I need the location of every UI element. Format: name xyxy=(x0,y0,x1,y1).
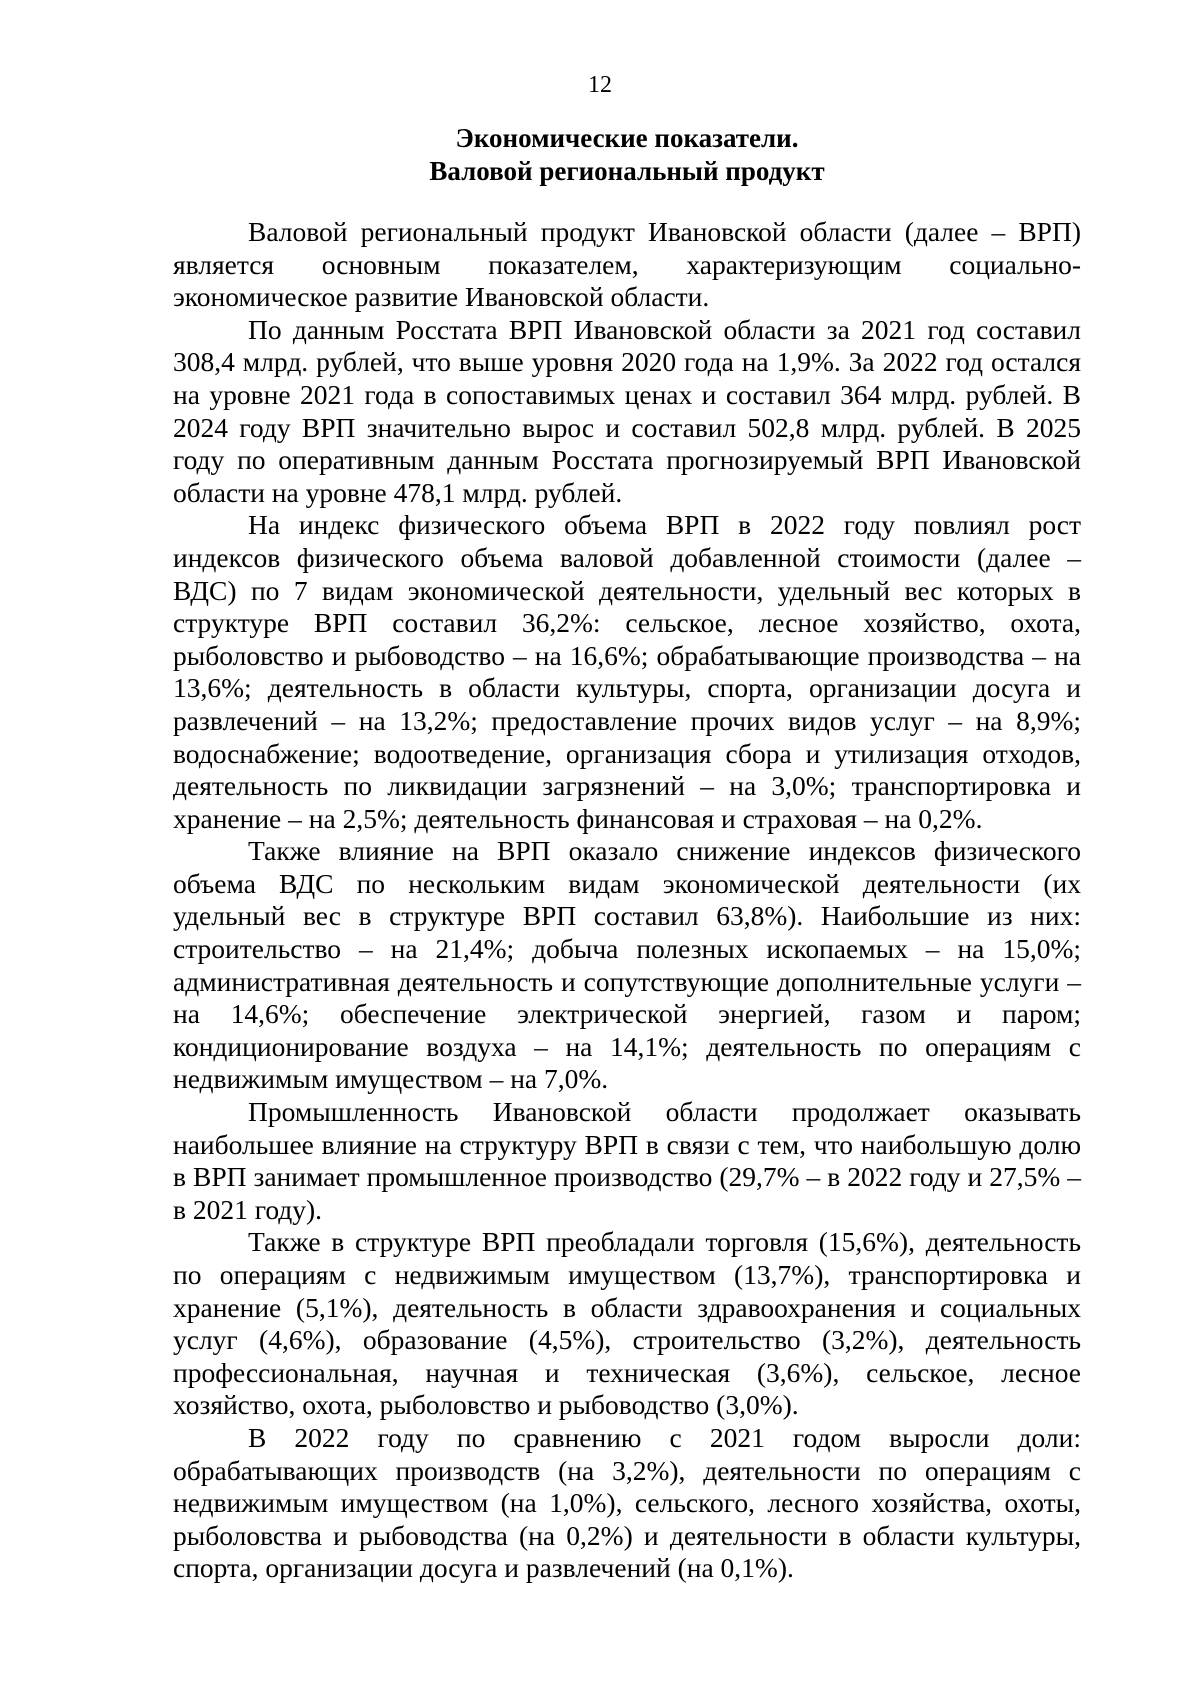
paragraph: По данным Росстата ВРП Ивановской области за 2021 год составил 308,4 млрд. рублей, что выше уровня 2020 года на 1,9%. За 2022 год остался на уровне 2021 года в сопоставимых ценах и составил 364 млрд. рублей. В 2024 году ВРП значительно вырос и составил 502,8 млрд. рублей. В 2025 году по оперативным данным Росстата прогнозируемый ВРП Ивановской области на уровне 478,1 млрд. рублей. xyxy=(173,313,1081,508)
section-heading xyxy=(173,122,1081,188)
body-text xyxy=(173,216,1081,1585)
paragraph: Валовой региональный продукт Ивановской области (далее – ВРП) является основным показателем, характеризующим социально-экономическое развитие Ивановской области. xyxy=(173,216,1081,313)
heading-line-1: Экономические показатели. xyxy=(455,123,799,153)
paragraph: Также в структуре ВРП преобладали торговля (15,6%), деятельность по операциям с недвижимым имуществом (13,7%), транспортировка и хранение (5,1%), деятельность в области здравоохранения и социальных услуг (4,6%), образование (4,5%), строительство (3,2%), деятельность профессиональная, научная и техническая (3,6%), сельское, лесное хозяйство, охота, рыболовство и рыбоводство (3,0%). xyxy=(173,1226,1081,1421)
paragraph: Также влияние на ВРП оказало снижение индексов физического объема ВДС по нескольким видам экономической деятельности (их удельный вес в структуре ВРП составил 63,8%). Наибольшие из них: строительство – на 21,4%; добыча полезных ископаемых – на 15,0%; административная деятельность и сопутствующие дополнительные услуги – на 14,6%; обеспечение электрической энергией, газом и паром; кондиционирование воздуха – на 14,1%; деятельность по операциям с недвижимым имуществом – на 7,0%. xyxy=(173,835,1081,1095)
heading-line-2: Валовой региональный продукт xyxy=(429,156,825,186)
paragraph: В 2022 году по сравнению с 2021 годом выросли доли: обрабатывающих производств (на 3,2%), деятельности по операциям с недвижимым имуществом (на 1,0%), сельского, лесного хозяйства, охоты, рыболовства и рыбоводства (на 0,2%) и деятельности в области культуры, спорта, организации досуга и развлечений (на 0,1%). xyxy=(173,1421,1081,1584)
paragraph: Промышленность Ивановской области продолжает оказывать наибольшее влияние на структуру ВРП в связи с тем, что наибольшую долю в ВРП занимает промышленное производство (29,7% – в 2022 году и 27,5% – в 2021 году). xyxy=(173,1096,1081,1225)
page-number: 12 xyxy=(588,72,612,98)
paragraph: На индекс физического объема ВРП в 2022 году повлиял рост индексов физического объема валовой добавленной стоимости (далее – ВДС) по 7 видам экономической деятельности, удельный вес которых в структуре ВРП составил 36,2%: сельское, лесное хозяйство, охота, рыболовство и рыбоводство – на 16,6%; обрабатывающие производства – на 13,6%; деятельность в области культуры, спорта, организации досуга и развлечений – на 13,2%; предоставление прочих видов услуг – на 8,9%; водоснабжение; водоотведение, организация сбора и утилизация отходов, деятельность по ликвидации загрязнений – на 3,0%; транспортировка и хранение – на 2,5%; деятельность финансовая и страховая – на 0,2%. xyxy=(173,509,1081,834)
